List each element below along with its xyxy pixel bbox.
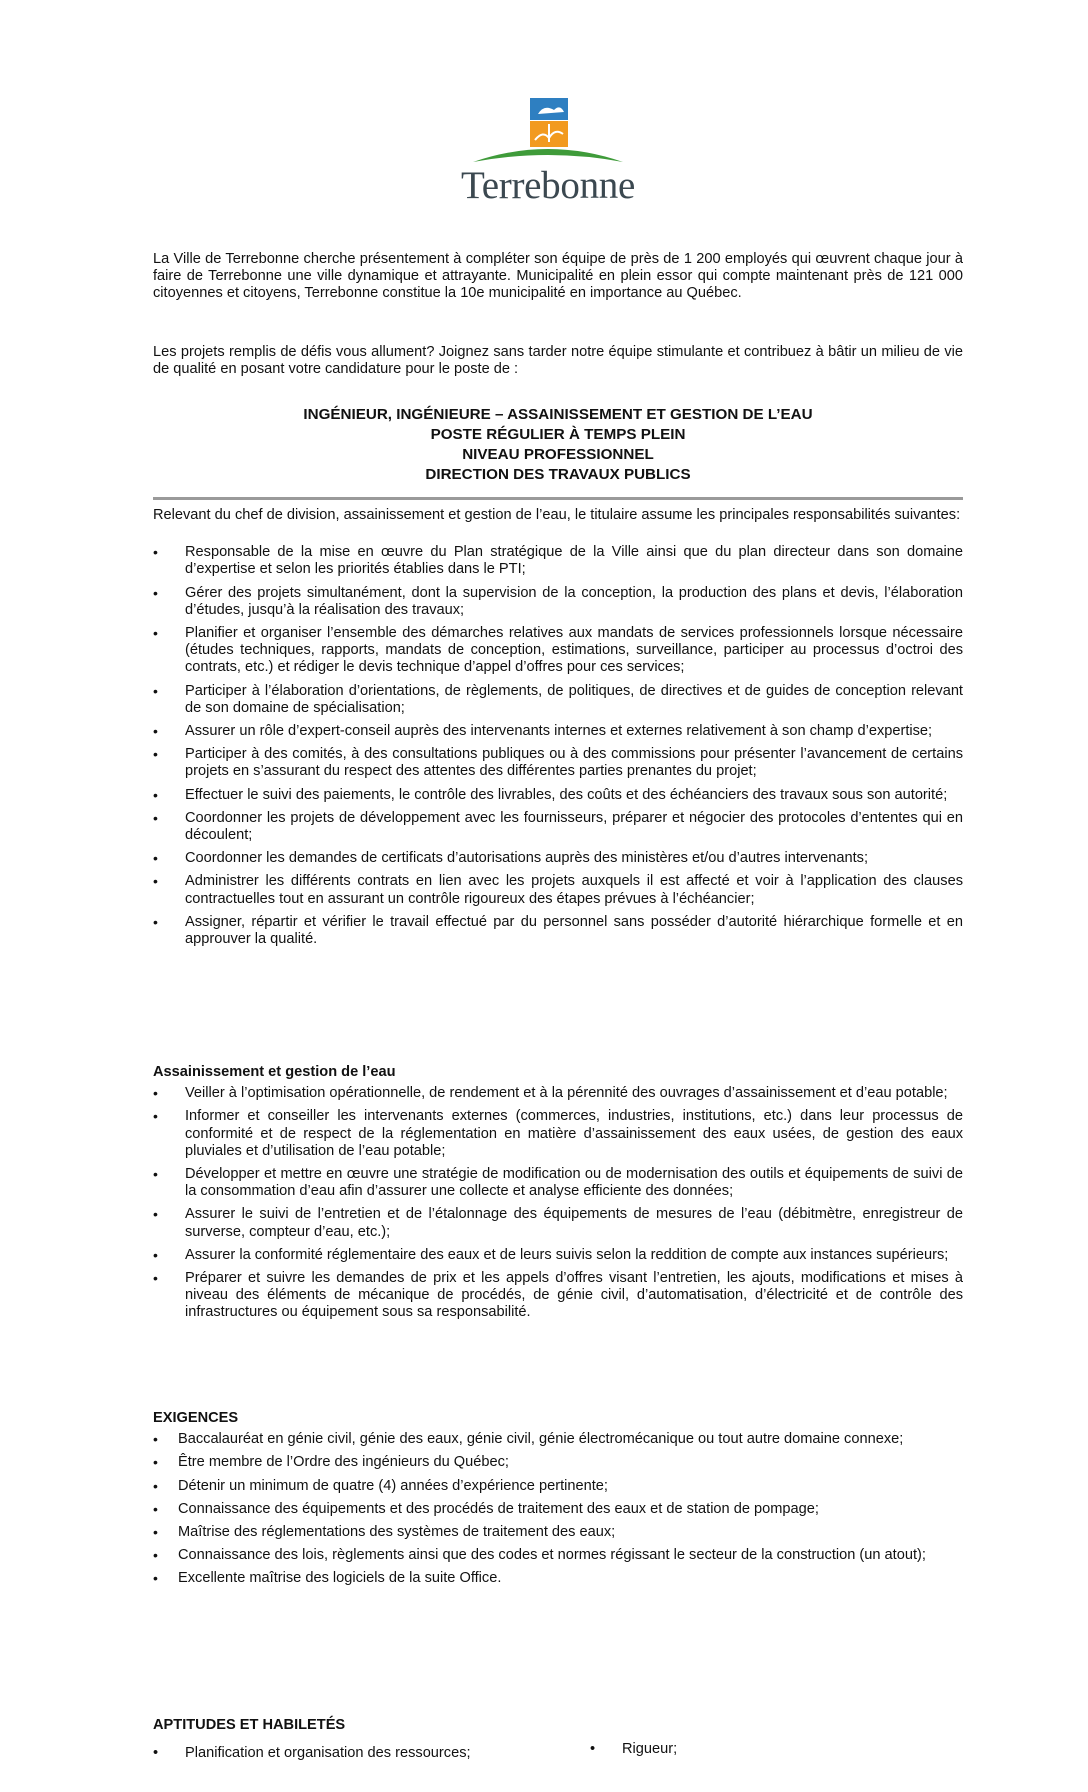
list-item: • Effectuer le suivi des paiements, le contrôle des livrables, des coûts et des échéanciers des travaux sous son autorité;: [153, 787, 963, 804]
list-item: • Rigueur;: [590, 1741, 677, 1758]
list-item: • Assurer la conformité réglementaire des eaux et de leurs suivis selon la reddition de compte aux instances supérieurs;: [153, 1247, 963, 1264]
responsibilities-section: [153, 507, 963, 954]
list-item: • Responsable de la mise en œuvre du Plan stratégique de la Ville ainsi que du plan directeur dans son domaine d’expertise et selon les priorités établies dans le PTI;: [153, 544, 963, 578]
divider-rule: [153, 497, 963, 500]
skills-right-list: [590, 1741, 677, 1758]
list-item: • Assigner, répartir et vérifier le travail effectué par du personnel sans posséder d’autorité hiérarchique formelle et en approuver la qualité.: [153, 914, 963, 948]
list-item: • Participer à des comités, à des consultations publiques ou à des commissions pour présenter l’avancement de certains projets en s’assurant du respect des attentes des différentes parties prenantes du projet;: [153, 746, 963, 780]
list-item: • Connaissance des équipements et des procédés de traitement des eaux et de station de pompage;: [153, 1501, 963, 1518]
job-department: DIRECTION DES TRAVAUX PUBLICS: [425, 466, 691, 483]
list-item: • Participer à l’élaboration d’orientations, de règlements, de politiques, de directives et de guides de conception relevant de son domaine de spécialisation;: [153, 683, 963, 717]
job-title: INGÉNIEUR, INGÉNIEURE – ASSAINISSEMENT ET GESTION DE L’EAU: [303, 406, 813, 423]
list-item: • Être membre de l’Ordre des ingénieurs du Québec;: [153, 1454, 963, 1471]
intro-paragraph-2: Les projets remplis de défis vous allument? Joignez sans tarder notre équipe stimulante et contribuez à bâtir un milieu de vie de qualité en posant votre candidature pour le poste de :: [153, 344, 963, 378]
list-item: • Planifier et organiser l’ensemble des démarches relatives aux mandats de services professionnels lorsque nécessaire (études techniques, rapports, mandats de conception, estimations, surveillance, participer au processus d’octroi des contrats, etc.) et rédiger le devis technique d’appel d’offres pour ces services;: [153, 625, 963, 677]
water-heading: Assainissement et gestion de l’eau: [153, 1064, 396, 1080]
job-status: POSTE RÉGULIER À TEMPS PLEIN: [430, 426, 686, 443]
job-title-block: [153, 405, 963, 485]
requirements-list: [153, 1431, 963, 1587]
logo-wordmark: Terrebonne: [460, 164, 635, 207]
list-item: • Assurer le suivi de l’entretien et de l’étalonnage des équipements de mesures de l’eau (débitmètre, enregistreur de surverse, compteur d’eau, etc.);: [153, 1206, 963, 1240]
skills-heading: APTITUDES ET HABILETÉS: [153, 1717, 346, 1733]
terrebonne-logo: [443, 96, 653, 208]
skills-section: [153, 1717, 963, 1734]
list-item: • Baccalauréat en génie civil, génie des eaux, génie civil, génie électromécanique ou tout autre domaine connexe;: [153, 1431, 963, 1448]
list-item: • Coordonner les demandes de certificats d’autorisations auprès des ministères et/ou d’autres intervenants;: [153, 850, 963, 867]
intro-section: [153, 251, 963, 303]
list-item: • Administrer les différents contrats en lien avec les projets auxquels il est affecté et voir à l’application des clauses contractuelles tout en assurant un contrôle rigoureux des étapes prévues à l’échéancier;: [153, 873, 963, 907]
responsibilities-list: [153, 544, 963, 948]
responsibilities-intro: Relevant du chef de division, assainissement et gestion de l’eau, le titulaire assume les principales responsabilités suivantes:: [153, 507, 961, 523]
logo-emblem-icon: [443, 96, 653, 168]
requirements-heading: EXIGENCES: [153, 1410, 239, 1426]
list-item: • Préparer et suivre les demandes de prix et les appels d’offres visant l’entretien, les ajouts, modifications et mises à niveau des éléments de mécanique de procédés, de génie civil, d’automatisation, d’électricité et de contrôle des infrastructures ou équipement sous sa responsabilité.: [153, 1270, 963, 1322]
job-level: NIVEAU PROFESSIONNEL: [462, 446, 654, 463]
skills-left-list: [153, 1745, 471, 1762]
list-item: • Planification et organisation des ressources;: [153, 1745, 471, 1762]
list-item: • Assurer un rôle d’expert-conseil auprès des intervenants internes et externes relativement à son champ d’expertise;: [153, 723, 963, 740]
list-item: • Gérer des projets simultanément, dont la supervision de la conception, la production des plans et devis, l’élaboration d’études, jusqu’à la réalisation des travaux;: [153, 585, 963, 619]
intro-section-2: [153, 344, 963, 378]
list-item: • Maîtrise des réglementations des systèmes de traitement des eaux;: [153, 1524, 963, 1541]
list-item: • Connaissance des lois, règlements ainsi que des codes et normes régissant le secteur de la construction (un atout);: [153, 1547, 963, 1564]
list-item: • Coordonner les projets de développement avec les fournisseurs, préparer et négocier des protocoles d’ententes qui en découlent;: [153, 810, 963, 844]
water-list: [153, 1085, 963, 1321]
intro-paragraph-1: La Ville de Terrebonne cherche présentement à compléter son équipe de près de 1 200 employés qui œuvrent chaque jour à faire de Terrebonne une ville dynamique et attrayante. Municipalité en plein essor qui compte maintenant près de 121 000 citoyennes et citoyens, Terrebonne constitue la 10e municipalité en importance au Québec.: [153, 251, 963, 302]
list-item: • Détenir un minimum de quatre (4) années d’expérience pertinente;: [153, 1478, 963, 1495]
water-section: [153, 1064, 963, 1328]
list-item: • Informer et conseiller les intervenants externes (commerces, industries, institutions, etc.) dans leur processus de conformité et de respect de la réglementation en matière d’assainissement des eaux usées, de gestion des eaux pluviales et d’utilisation de l’eau potable;: [153, 1108, 963, 1160]
list-item: • Développer et mettre en œuvre une stratégie de modification ou de modernisation des outils et équipements de suivi de la consommation d’eau afin d’assurer une collecte et analyse efficiente des données;: [153, 1166, 963, 1200]
requirements-section: [153, 1410, 963, 1594]
list-item: • Excellente maîtrise des logiciels de la suite Office.: [153, 1570, 963, 1587]
list-item: • Veiller à l’optimisation opérationnelle, de rendement et à la pérennité des ouvrages d’assainissement et d’eau potable;: [153, 1085, 963, 1102]
